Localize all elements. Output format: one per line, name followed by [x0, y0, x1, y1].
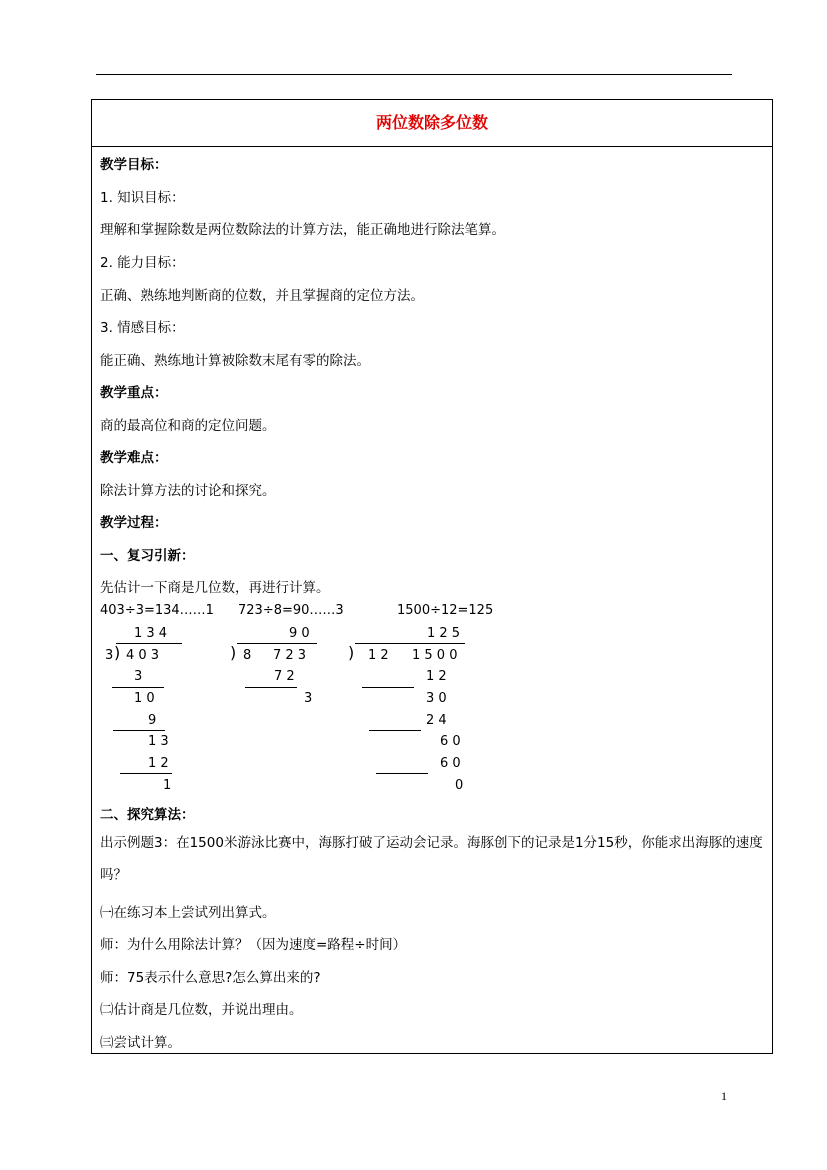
calc2-rule-1 — [245, 687, 297, 688]
calc1-quotient: 1 3 4 — [134, 626, 168, 641]
calc1-bracket: ) — [114, 643, 121, 662]
calc3-rule-1 — [362, 687, 414, 688]
calc1-dividend: 4 0 3 — [126, 648, 160, 663]
teacher-question-2: 师：75表示什么意思?怎么算出来的? — [100, 970, 321, 986]
section-process: 教学过程： — [100, 515, 168, 531]
calc3-division-bar — [355, 643, 465, 644]
objective-emotion: 3. 情感目标： — [100, 320, 185, 336]
calc3-step-6: 0 — [455, 778, 464, 793]
calc3-step-5: 6 0 — [440, 756, 461, 771]
calc2-dividend: 7 2 3 — [273, 648, 307, 663]
calc3-rule-3 — [376, 773, 428, 774]
calc3-step-1: 1 2 — [426, 669, 447, 684]
calc1-rule-1 — [112, 687, 164, 688]
calc1-divisor: 3 — [105, 648, 114, 663]
part-two-heading: 二、探究算法： — [100, 807, 195, 823]
step-one: ㈠在练习本上尝试列出算式。 — [100, 905, 276, 921]
calc1-step-4: 1 3 — [148, 734, 169, 749]
calc2-division-bar — [237, 643, 317, 644]
calc3-header: 1500÷12=125 — [397, 603, 494, 618]
objective-emotion-text: 能正确、熟练地计算被除数末尾有零的除法。 — [100, 353, 370, 369]
part-one-instruction: 先估计一下商是几位数，再进行计算。 — [100, 580, 330, 596]
teacher-question-1: 师：为什么用除法计算？（因为速度=路程÷时间） — [100, 937, 407, 953]
calc3-divisor: 1 2 — [368, 648, 389, 663]
step-three: ㈢尝试计算。 — [100, 1035, 181, 1051]
calc3-step-4: 6 0 — [440, 734, 461, 749]
calc1-step-5: 1 2 — [148, 756, 169, 771]
calc3-step-3: 2 4 — [426, 713, 447, 728]
calc1-step-2: 1 0 — [134, 691, 155, 706]
calc1-step-3: 9 — [148, 713, 157, 728]
lesson-table — [91, 99, 773, 1054]
objective-ability: 2. 能力目标： — [100, 255, 185, 271]
calc1-step-6: 1 — [163, 778, 172, 793]
key-points-text: 商的最高位和商的定位问题。 — [100, 418, 276, 434]
part-one-heading: 一、复习引新： — [100, 548, 195, 564]
calc1-rule-2 — [113, 730, 165, 731]
calc1-step-1: 3 — [134, 669, 143, 684]
step-two: ㈡估计商是几位数，并说出理由。 — [100, 1002, 303, 1018]
calc3-quotient: 1 2 5 — [427, 626, 461, 641]
page-number: 1 — [721, 1089, 727, 1103]
calc2-quotient: 9 0 — [289, 626, 310, 641]
section-objectives: 教学目标： — [100, 157, 168, 173]
difficulties-text: 除法计算方法的讨论和探究。 — [100, 483, 276, 499]
objective-ability-text: 正确、熟练地判断商的位数，并且掌握商的定位方法。 — [100, 288, 424, 304]
section-key-points: 教学重点： — [100, 385, 168, 401]
calc2-divisor: 8 — [243, 648, 252, 663]
example-problem: 出示例题3：在1500米游泳比赛中，海豚打破了运动会记录。海豚创下的记录是1分15秒，你能求出海豚的速度吗？ — [100, 835, 763, 883]
objective-knowledge-text: 理解和掌握除数是两位数除法的计算方法，能正确地进行除法笔算。 — [100, 222, 505, 238]
calc1-rule-3 — [120, 773, 172, 774]
calc3-dividend: 1 5 0 0 — [412, 648, 458, 663]
calc2-header: 723÷8=90……3 — [238, 603, 344, 618]
calc1-division-bar — [116, 643, 182, 644]
calc3-bracket: ) — [348, 643, 355, 662]
calc2-step-1: 7 2 — [274, 669, 295, 684]
calc2-bracket: ) — [230, 643, 237, 662]
calc1-header: 403÷3=134……1 — [100, 603, 214, 618]
section-difficulties: 教学难点： — [100, 450, 168, 466]
calc3-step-2: 3 0 — [426, 691, 447, 706]
lesson-title: 两位数除多位数 — [92, 100, 772, 147]
objective-knowledge: 1. 知识目标： — [100, 190, 185, 206]
header-rule — [96, 74, 732, 75]
calc2-step-2: 3 — [304, 691, 313, 706]
calc3-rule-2 — [369, 730, 421, 731]
